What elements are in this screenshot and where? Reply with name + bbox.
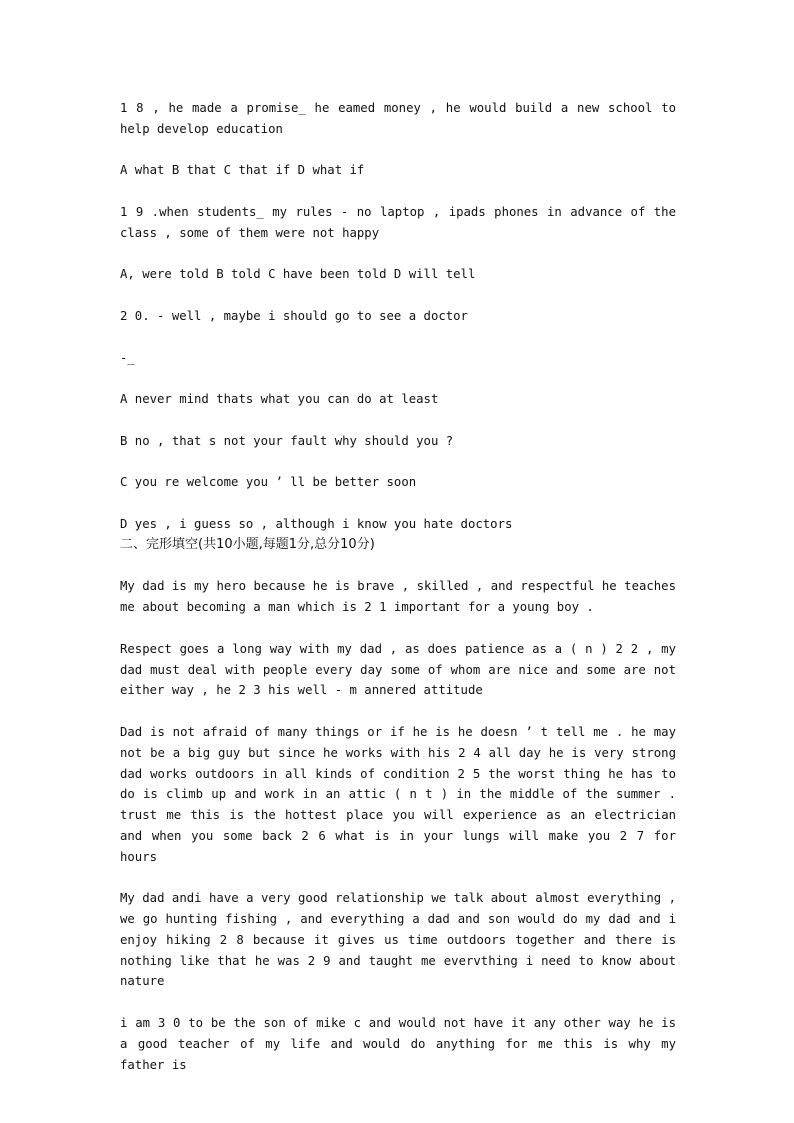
question-19-stem: 1 9 .when students_ my rules - no laptop , ipads phones in advance of the class , some of them were not happy: [120, 204, 676, 240]
cloze-paragraph-5: i am 3 0 to be the son of mike c and would not have it any other way he is a good teacher of my life and would do anything for me this is why my father is: [120, 1016, 676, 1072]
section-heading: 二、完形填空(共10小题,每题1分,总分10分): [120, 536, 375, 552]
cloze-paragraph-2: Respect goes a long way with my dad , as does patience as a ( n ) 2 2 , my dad must deal with people every day some of whom are nice and some are not either way , he 2 3 his well - m annered attitude: [120, 641, 676, 698]
question-20-stem: 2 0. - well , maybe i should go to see a doctor: [120, 308, 468, 323]
question-20-option-c: C you re welcome you ’ ll be better soon: [120, 475, 417, 490]
cloze-paragraph-1: My dad is my hero because he is brave , skilled , and respectful he teaches me about becoming a man which is 2 1 important for a young boy .: [120, 579, 676, 615]
cloze-paragraph-3: Dad is not afraid of many things or if he is he doesn ’ t tell me . he may not be a big guy but since he works with his 2 4 all day he is very strong dad works outdoors in all kinds of condition 2 5 the worst thing he has to do is climb up and work in an attic ( n t ) in the middle of the summer . trust me this is the hottest place you will experience as an electrician and when you some back 2 6 what is in your lungs will make you 2 7 for hours: [120, 724, 676, 864]
question-20-blank: -_: [120, 350, 135, 365]
question-19-options: A, were told B told C have been told D will tell: [120, 267, 476, 282]
document-page: [120, 98, 676, 1096]
question-18-stem: 1 8 , he made a promise_ he eamed money , he would build a new school to help develop education: [120, 101, 676, 136]
question-18-options: A what B that C that if D what if: [120, 163, 365, 178]
question-20-option-a: A never mind thats what you can do at least: [120, 392, 439, 407]
cloze-paragraph-4: My dad andi have a very good relationship we talk about almost everything , we go hunting fishing , and everything a dad and son would do my dad and i enjoy hiking 2 8 because it gives us time outdoors together and there is nothing like that he was 2 9 and taught me evervthing i need to know about nature: [120, 891, 676, 989]
question-20-option-b: B no , that s not your fault why should you ?: [120, 433, 454, 448]
question-20-option-d: D yes , i guess so , although i know you hate doctors: [120, 516, 513, 531]
